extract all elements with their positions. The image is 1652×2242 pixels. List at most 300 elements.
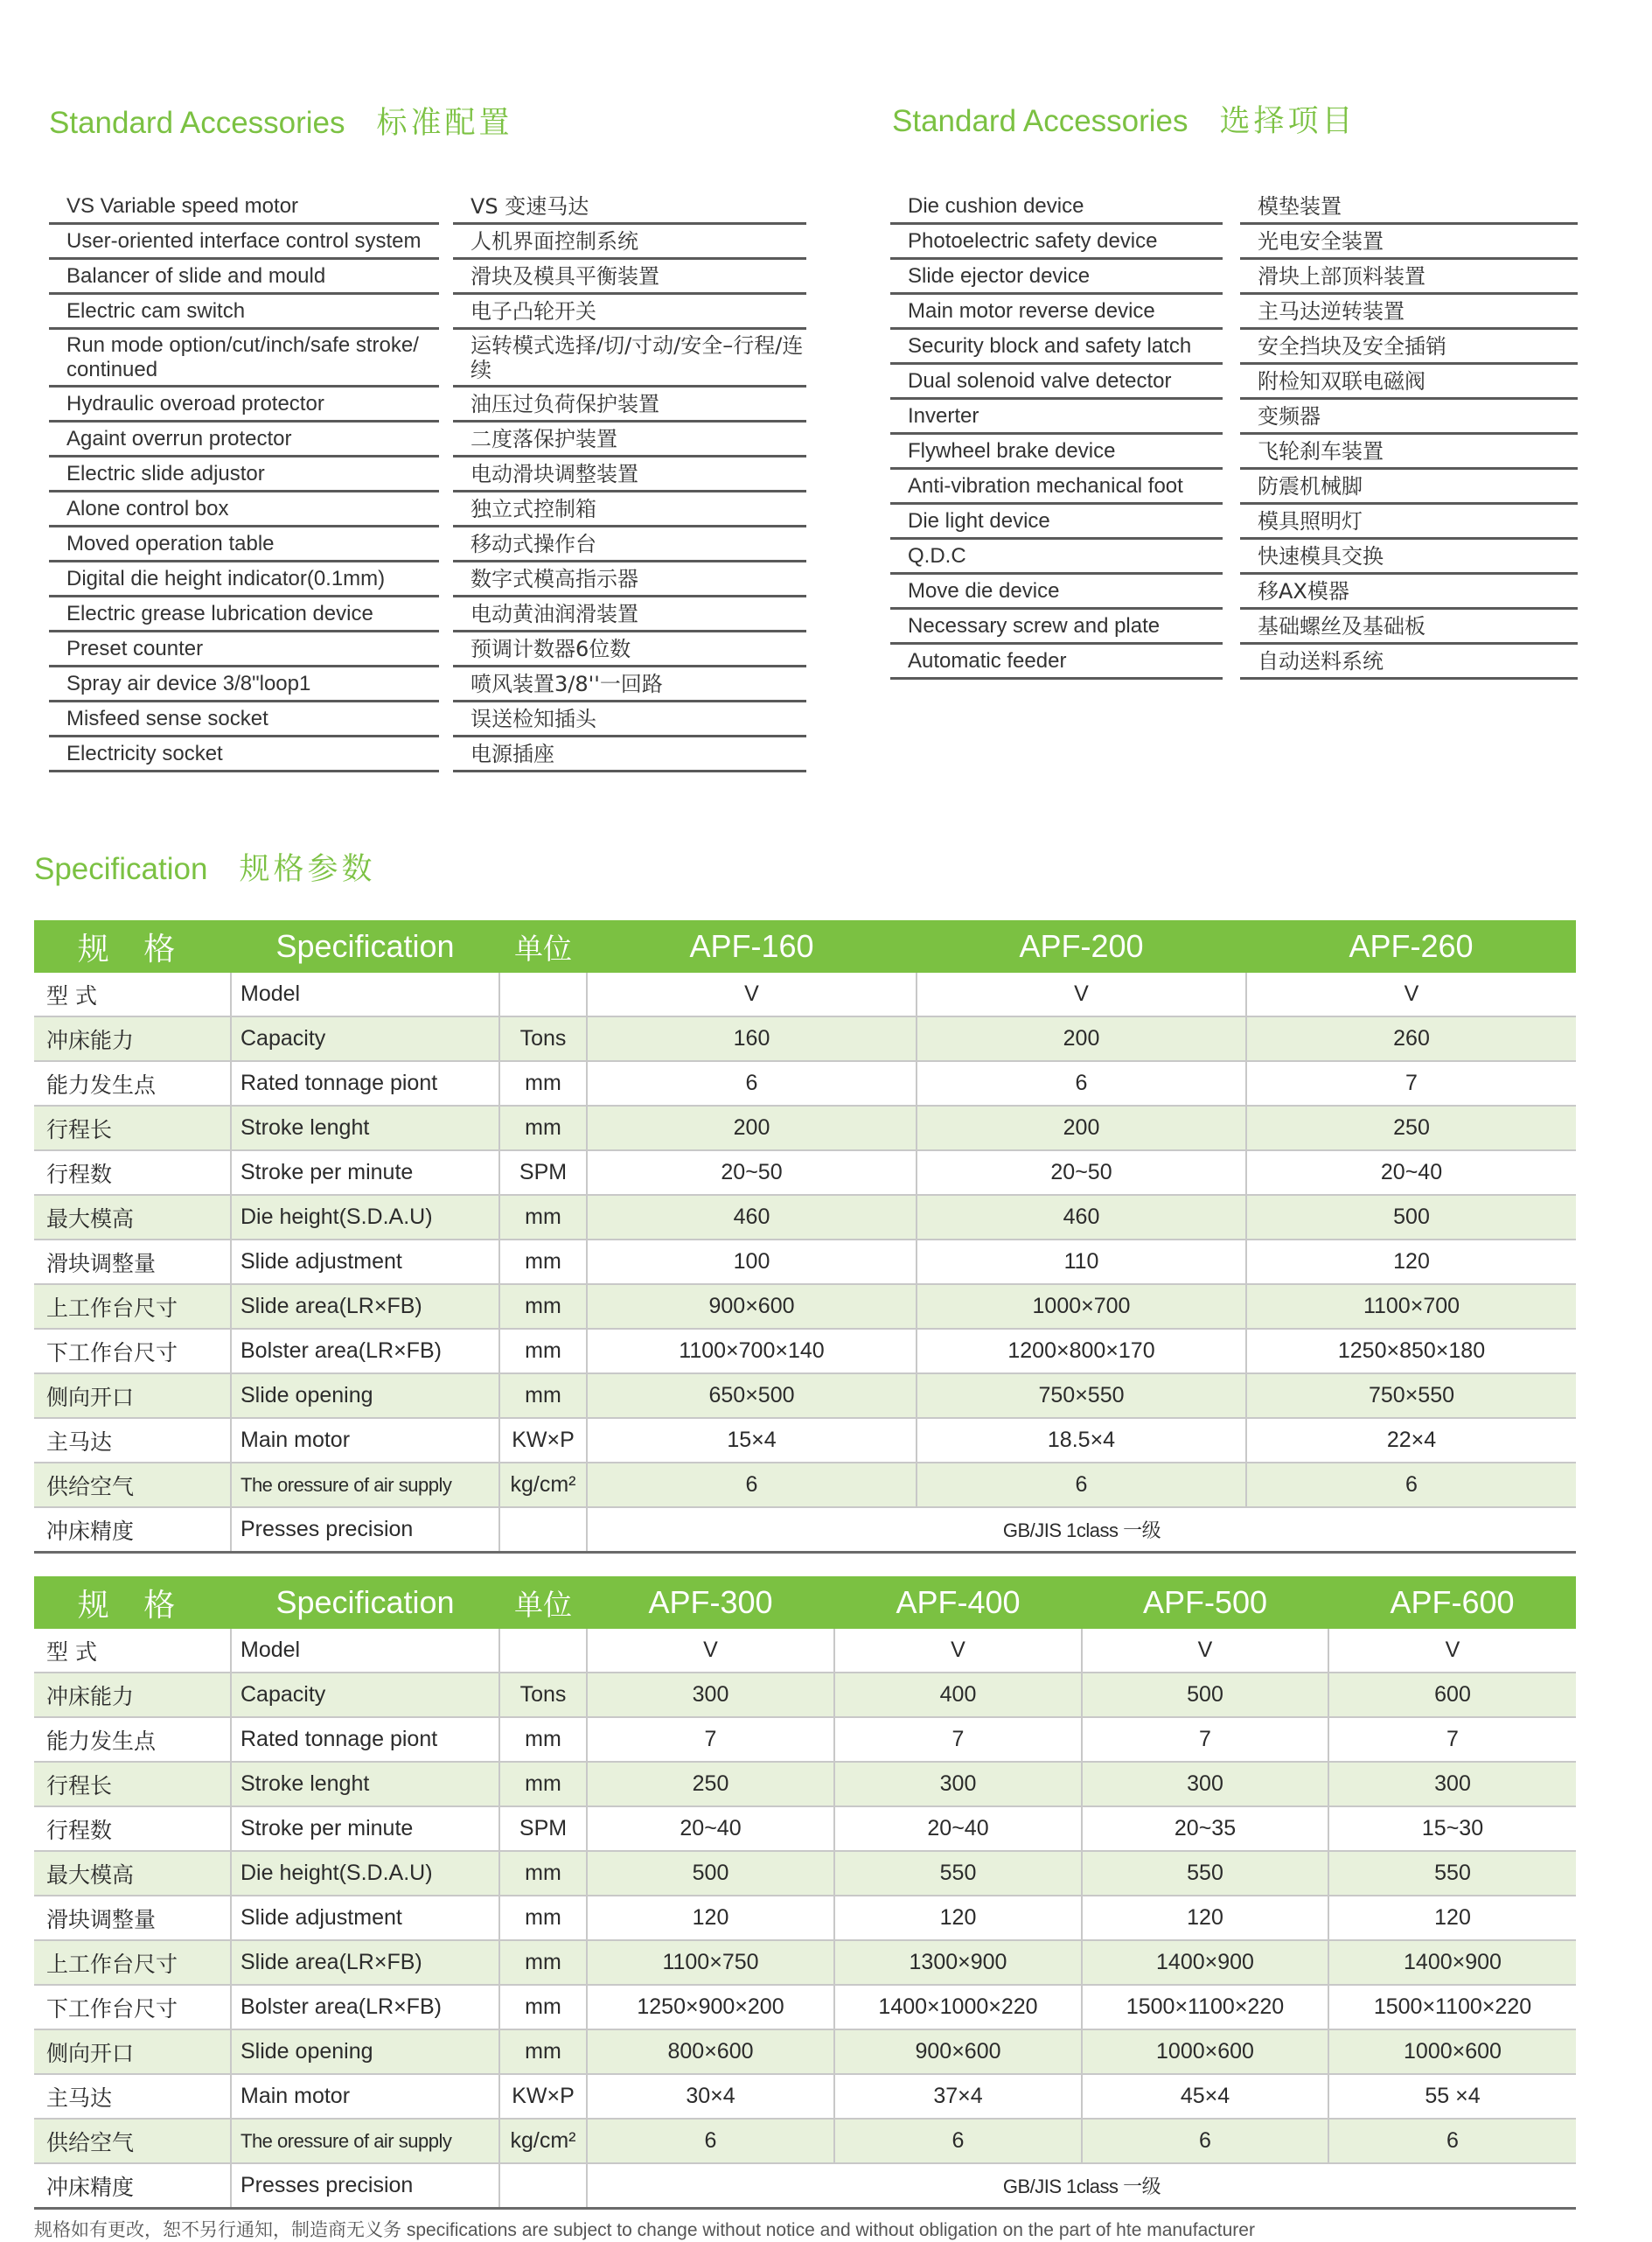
header-model: APF-400 bbox=[834, 1576, 1082, 1629]
spec-label-cn: 行程数 bbox=[34, 1150, 231, 1195]
accessory-en: Preset counter bbox=[49, 632, 439, 667]
accessory-cn: 自动送料系统 bbox=[1240, 645, 1578, 680]
spec-label-en: Bolster area(LR×FB) bbox=[231, 1329, 499, 1373]
spec-label-cn: 供给空气 bbox=[34, 1463, 231, 1507]
accessory-en: Electric grease lubrication device bbox=[49, 597, 439, 632]
spec-label-cn: 冲床能力 bbox=[34, 1016, 231, 1061]
spec-precision-value: GB/JIS 1class 一级 bbox=[587, 2163, 1576, 2209]
accessory-cn: 二度落保护装置 bbox=[453, 423, 806, 457]
spec-value: V bbox=[587, 973, 917, 1016]
accessory-cn: 模具照明灯 bbox=[1240, 505, 1578, 540]
accessory-en: Flywheel brake device bbox=[890, 435, 1223, 470]
accessory-row bbox=[49, 702, 806, 737]
spec-label-en: Model bbox=[231, 973, 499, 1016]
accessory-row bbox=[890, 540, 1578, 575]
spec-value: 500 bbox=[587, 1851, 834, 1896]
accessory-en: User-oriented interface control system bbox=[49, 225, 439, 260]
accessory-en: Main motor reverse device bbox=[890, 295, 1223, 330]
spec-label-en: Rated tonnage piont bbox=[231, 1717, 499, 1762]
spec-row bbox=[34, 1016, 1576, 1061]
accessory-row bbox=[49, 260, 806, 295]
accessory-row bbox=[49, 225, 806, 260]
spec-precision-value: GB/JIS 1class 一级 bbox=[587, 1507, 1576, 1553]
spec-table-header bbox=[34, 920, 1576, 973]
spec-row bbox=[34, 1061, 1576, 1106]
spec-row bbox=[34, 1195, 1576, 1240]
accessory-row bbox=[890, 435, 1578, 470]
spec-value: 300 bbox=[834, 1762, 1082, 1806]
accessory-row bbox=[49, 295, 806, 330]
accessory-cn: 滑块及模具平衡装置 bbox=[453, 260, 806, 295]
spec-label-en: Capacity bbox=[231, 1016, 499, 1061]
spec-value: 7 bbox=[1246, 1061, 1576, 1106]
accessory-row bbox=[49, 190, 806, 225]
header-unit: 单位 bbox=[499, 1576, 587, 1629]
spec-value: 20~40 bbox=[1246, 1150, 1576, 1195]
spec-value: 1100×700×140 bbox=[587, 1329, 917, 1373]
accessory-row bbox=[49, 330, 806, 388]
spec-label-en: Slide area(LR×FB) bbox=[231, 1284, 499, 1329]
spec-unit: mm bbox=[499, 1195, 587, 1240]
spec-value: 6 bbox=[834, 2119, 1082, 2163]
spec-value: 6 bbox=[917, 1061, 1246, 1106]
spec-value: 1500×1100×220 bbox=[1328, 1985, 1576, 2029]
accessory-row bbox=[49, 527, 806, 562]
accessory-cn: 安全挡块及安全插销 bbox=[1240, 330, 1578, 365]
accessory-row bbox=[890, 190, 1578, 225]
spec-value: 250 bbox=[1246, 1106, 1576, 1150]
optional-accessories-list bbox=[890, 190, 1578, 680]
spec-unit: mm bbox=[499, 1940, 587, 1985]
accessory-en: Electric slide adjustor bbox=[49, 457, 439, 492]
spec-label-cn: 下工作台尺寸 bbox=[34, 1985, 231, 2029]
spec-row bbox=[34, 1629, 1576, 1673]
spec-value: 1100×700 bbox=[1246, 1284, 1576, 1329]
spec-row-precision bbox=[34, 2163, 1576, 2209]
accessory-cn: 变频器 bbox=[1240, 400, 1578, 435]
spec-row bbox=[34, 1717, 1576, 1762]
header-model: APF-260 bbox=[1246, 920, 1576, 973]
accessory-en: VS Variable speed motor bbox=[49, 190, 439, 225]
spec-unit: mm bbox=[499, 1061, 587, 1106]
spec-value: 200 bbox=[917, 1106, 1246, 1150]
spec-label-cn: 行程长 bbox=[34, 1106, 231, 1150]
spec-value: V bbox=[1246, 973, 1576, 1016]
accessory-row bbox=[49, 562, 806, 597]
standard-accessories-title-en: Standard Accessories bbox=[49, 106, 345, 140]
spec-value: V bbox=[1328, 1629, 1576, 1673]
accessory-en: Q.D.C bbox=[890, 540, 1223, 575]
accessory-row bbox=[890, 295, 1578, 330]
spec-unit: SPM bbox=[499, 1150, 587, 1195]
spec-row bbox=[34, 1240, 1576, 1284]
optional-accessories-title-cn: 选择项目 bbox=[1219, 104, 1356, 139]
spec-value: 120 bbox=[587, 1896, 834, 1940]
accessory-cn: 运转模式选择/切/寸动/安全–行程/连续 bbox=[453, 330, 806, 388]
accessory-cn: 滑块上部顶料装置 bbox=[1240, 260, 1578, 295]
spec-value: 300 bbox=[587, 1673, 834, 1717]
spec-value: 6 bbox=[1246, 1463, 1576, 1507]
spec-row bbox=[34, 1284, 1576, 1329]
spec-value: 500 bbox=[1246, 1195, 1576, 1240]
accessory-cn: 光电安全装置 bbox=[1240, 225, 1578, 260]
spec-value: 750×550 bbox=[1246, 1373, 1576, 1418]
spec-label-cn: 滑块调整量 bbox=[34, 1896, 231, 1940]
spec-value: V bbox=[1082, 1629, 1328, 1673]
spec-unit: mm bbox=[499, 1985, 587, 2029]
spec-value: 20~50 bbox=[917, 1150, 1246, 1195]
spec-unit: mm bbox=[499, 1717, 587, 1762]
standard-accessories-title bbox=[49, 99, 513, 143]
spec-unit: mm bbox=[499, 1896, 587, 1940]
spec-label-cn: 上工作台尺寸 bbox=[34, 1940, 231, 1985]
spec-value: 100 bbox=[587, 1240, 917, 1284]
accessory-cn: 快速模具交换 bbox=[1240, 540, 1578, 575]
accessory-row bbox=[890, 575, 1578, 610]
standard-accessories-list bbox=[49, 190, 806, 772]
spec-value: 550 bbox=[834, 1851, 1082, 1896]
spec-row bbox=[34, 1985, 1576, 2029]
spec-value: 1400×1000×220 bbox=[834, 1985, 1082, 2029]
accessory-cn: 人机界面控制系统 bbox=[453, 225, 806, 260]
spec-unit: mm bbox=[499, 1284, 587, 1329]
spec-label-cn: 主马达 bbox=[34, 1418, 231, 1463]
accessory-en: Alone control box bbox=[49, 492, 439, 527]
header-unit: 单位 bbox=[499, 920, 587, 973]
accessory-row bbox=[890, 400, 1578, 435]
spec-row bbox=[34, 1463, 1576, 1507]
spec-value: 1000×600 bbox=[1082, 2029, 1328, 2074]
accessory-row bbox=[890, 610, 1578, 645]
spec-value: 6 bbox=[1328, 2119, 1576, 2163]
spec-value: 1400×900 bbox=[1328, 1940, 1576, 1985]
accessory-en: Inverter bbox=[890, 400, 1223, 435]
accessory-cn: 基础螺丝及基础板 bbox=[1240, 610, 1578, 645]
accessory-row bbox=[890, 470, 1578, 505]
spec-value: 6 bbox=[1082, 2119, 1328, 2163]
accessory-row bbox=[49, 457, 806, 492]
spec-unit: Tons bbox=[499, 1673, 587, 1717]
accessory-en: Misfeed sense socket bbox=[49, 702, 439, 737]
accessory-cn: 误送检知插头 bbox=[453, 702, 806, 737]
spec-label-en: Stroke lenght bbox=[231, 1106, 499, 1150]
spec-value: 6 bbox=[587, 1463, 917, 1507]
spec-label-en: The oressure of air supply bbox=[231, 2119, 499, 2163]
spec-table-apf-300-600 bbox=[34, 1576, 1576, 2210]
spec-row bbox=[34, 1329, 1576, 1373]
accessory-row bbox=[49, 388, 806, 423]
spec-row bbox=[34, 1373, 1576, 1418]
spec-label-en: Model bbox=[231, 1629, 499, 1673]
spec-value: 6 bbox=[587, 1061, 917, 1106]
accessory-cn: 电源插座 bbox=[453, 737, 806, 772]
accessory-cn: 数字式模高指示器 bbox=[453, 562, 806, 597]
spec-value: 1000×600 bbox=[1328, 2029, 1576, 2074]
spec-unit: mm bbox=[499, 1851, 587, 1896]
spec-unit bbox=[499, 1629, 587, 1673]
spec-label-cn: 侧向开口 bbox=[34, 2029, 231, 2074]
spec-value: 600 bbox=[1328, 1673, 1576, 1717]
spec-label-cn: 上工作台尺寸 bbox=[34, 1284, 231, 1329]
spec-label-cn: 最大模高 bbox=[34, 1851, 231, 1896]
accessory-en: Spray air device 3/8"loop1 bbox=[49, 667, 439, 702]
spec-value: 250 bbox=[587, 1762, 834, 1806]
spec-label-cn: 行程数 bbox=[34, 1806, 231, 1851]
spec-label-en: The oressure of air supply bbox=[231, 1463, 499, 1507]
spec-label-en: Slide adjustment bbox=[231, 1896, 499, 1940]
spec-label-en: Die height(S.D.A.U) bbox=[231, 1851, 499, 1896]
spec-value: 1500×1100×220 bbox=[1082, 1985, 1328, 2029]
optional-accessories-title bbox=[892, 97, 1356, 141]
spec-label-cn: 下工作台尺寸 bbox=[34, 1329, 231, 1373]
accessory-cn: 预调计数器6位数 bbox=[453, 632, 806, 667]
spec-value: 160 bbox=[587, 1016, 917, 1061]
accessory-en: Die cushion device bbox=[890, 190, 1223, 225]
accessory-cn: 移动式操作台 bbox=[453, 527, 806, 562]
spec-value: 7 bbox=[1082, 1717, 1328, 1762]
accessory-cn: 油压过负荷保护装置 bbox=[453, 388, 806, 423]
spec-label-en: Presses precision bbox=[231, 2163, 499, 2209]
accessory-row bbox=[890, 260, 1578, 295]
spec-value: 1000×700 bbox=[917, 1284, 1246, 1329]
spec-value: 200 bbox=[587, 1106, 917, 1150]
accessory-en: Slide ejector device bbox=[890, 260, 1223, 295]
spec-unit: kg/cm² bbox=[499, 1463, 587, 1507]
spec-label-cn: 侧向开口 bbox=[34, 1373, 231, 1418]
accessory-en: Dual solenoid valve detector bbox=[890, 365, 1223, 400]
spec-value: 460 bbox=[917, 1195, 1246, 1240]
accessory-cn: 独立式控制箱 bbox=[453, 492, 806, 527]
spec-value: 400 bbox=[834, 1673, 1082, 1717]
accessory-row bbox=[890, 645, 1578, 680]
spec-label-en: Main motor bbox=[231, 1418, 499, 1463]
accessory-row bbox=[49, 737, 806, 772]
spec-value: V bbox=[834, 1629, 1082, 1673]
header-spec-cn: 规 格 bbox=[34, 920, 231, 973]
spec-label-cn: 滑块调整量 bbox=[34, 1240, 231, 1284]
spec-value: 500 bbox=[1082, 1673, 1328, 1717]
spec-value: 20~40 bbox=[587, 1806, 834, 1851]
spec-value: 7 bbox=[834, 1717, 1082, 1762]
spec-label-en: Die height(S.D.A.U) bbox=[231, 1195, 499, 1240]
spec-row bbox=[34, 1806, 1576, 1851]
accessory-cn: 移AX模器 bbox=[1240, 575, 1578, 610]
spec-value: 1400×900 bbox=[1082, 1940, 1328, 1985]
spec-value: 650×500 bbox=[587, 1373, 917, 1418]
spec-value: 37×4 bbox=[834, 2074, 1082, 2119]
spec-value: 300 bbox=[1328, 1762, 1576, 1806]
spec-label-en: Bolster area(LR×FB) bbox=[231, 1985, 499, 2029]
spec-label-en: Presses precision bbox=[231, 1507, 499, 1553]
spec-unit: mm bbox=[499, 1762, 587, 1806]
accessory-row bbox=[49, 632, 806, 667]
spec-value: 20~35 bbox=[1082, 1806, 1328, 1851]
accessory-cn: 电动滑块调整装置 bbox=[453, 457, 806, 492]
spec-value: 6 bbox=[917, 1463, 1246, 1507]
spec-label-cn: 供给空气 bbox=[34, 2119, 231, 2163]
spec-value: V bbox=[587, 1629, 834, 1673]
accessory-en: Moved operation table bbox=[49, 527, 439, 562]
spec-unit: Tons bbox=[499, 1016, 587, 1061]
specification-title bbox=[34, 845, 375, 889]
spec-value: 1250×900×200 bbox=[587, 1985, 834, 2029]
spec-value: 1100×750 bbox=[587, 1940, 834, 1985]
spec-value: 800×600 bbox=[587, 2029, 834, 2074]
accessory-en: Photoelectric safety device bbox=[890, 225, 1223, 260]
header-model: APF-600 bbox=[1328, 1576, 1576, 1629]
spec-value: 45×4 bbox=[1082, 2074, 1328, 2119]
spec-row-precision bbox=[34, 1507, 1576, 1553]
spec-label-en: Slide opening bbox=[231, 1373, 499, 1418]
spec-row bbox=[34, 973, 1576, 1016]
spec-label-cn: 型 式 bbox=[34, 973, 231, 1016]
accessory-row bbox=[49, 492, 806, 527]
spec-value: 1300×900 bbox=[834, 1940, 1082, 1985]
spec-row bbox=[34, 1762, 1576, 1806]
accessory-cn: 喷风装置3/8''一回路 bbox=[453, 667, 806, 702]
accessory-en: Anti-vibration mechanical foot bbox=[890, 470, 1223, 505]
spec-label-en: Stroke per minute bbox=[231, 1806, 499, 1851]
accessory-en: Security block and safety latch bbox=[890, 330, 1223, 365]
spec-unit: kg/cm² bbox=[499, 2119, 587, 2163]
spec-value: 750×550 bbox=[917, 1373, 1246, 1418]
accessory-en: Hydraulic overoad protector bbox=[49, 388, 439, 423]
spec-row bbox=[34, 2029, 1576, 2074]
spec-value: 460 bbox=[587, 1195, 917, 1240]
spec-value: 15~30 bbox=[1328, 1806, 1576, 1851]
spec-value: 300 bbox=[1082, 1762, 1328, 1806]
spec-label-cn: 冲床精度 bbox=[34, 2163, 231, 2209]
header-spec-en: Specification bbox=[231, 920, 499, 973]
spec-value: V bbox=[917, 973, 1246, 1016]
spec-unit: mm bbox=[499, 2029, 587, 2074]
spec-value: 1250×850×180 bbox=[1246, 1329, 1576, 1373]
spec-label-cn: 能力发生点 bbox=[34, 1717, 231, 1762]
spec-row bbox=[34, 2074, 1576, 2119]
spec-label-en: Rated tonnage piont bbox=[231, 1061, 499, 1106]
spec-value: 550 bbox=[1328, 1851, 1576, 1896]
spec-value: 110 bbox=[917, 1240, 1246, 1284]
accessory-row bbox=[49, 667, 806, 702]
accessory-cn: VS 变速马达 bbox=[453, 190, 806, 225]
specification-title-en: Specification bbox=[34, 852, 208, 886]
accessory-en: Againt overrun protector bbox=[49, 423, 439, 457]
spec-value: 18.5×4 bbox=[917, 1418, 1246, 1463]
header-model: APF-200 bbox=[917, 920, 1246, 973]
accessory-en: Move die device bbox=[890, 575, 1223, 610]
spec-value: 15×4 bbox=[587, 1418, 917, 1463]
spec-label-en: Slide adjustment bbox=[231, 1240, 499, 1284]
header-model: APF-300 bbox=[587, 1576, 834, 1629]
spec-value: 7 bbox=[587, 1717, 834, 1762]
accessory-cn: 附检知双联电磁阀 bbox=[1240, 365, 1578, 400]
header-model: APF-160 bbox=[587, 920, 917, 973]
spec-value: 120 bbox=[834, 1896, 1082, 1940]
spec-unit: SPM bbox=[499, 1806, 587, 1851]
accessory-en: Die light device bbox=[890, 505, 1223, 540]
header-spec-cn: 规 格 bbox=[34, 1576, 231, 1629]
footer-disclaimer: 规格如有更改，恕不另行通知，制造商无义务 specifications are subject to change without notice and without obligation on the part of hte manufacturer bbox=[34, 2220, 1255, 2240]
spec-value: 30×4 bbox=[587, 2074, 834, 2119]
accessory-row bbox=[49, 597, 806, 632]
accessory-cn: 电动黄油润滑装置 bbox=[453, 597, 806, 632]
spec-label-en: Stroke per minute bbox=[231, 1150, 499, 1195]
spec-unit bbox=[499, 1507, 587, 1553]
spec-row bbox=[34, 1418, 1576, 1463]
spec-row bbox=[34, 1106, 1576, 1150]
spec-label-en: Stroke lenght bbox=[231, 1762, 499, 1806]
spec-label-en: Slide opening bbox=[231, 2029, 499, 2074]
spec-row bbox=[34, 1673, 1576, 1717]
spec-row bbox=[34, 1896, 1576, 1940]
accessory-cn: 主马达逆转装置 bbox=[1240, 295, 1578, 330]
accessory-row bbox=[49, 423, 806, 457]
accessory-row bbox=[890, 505, 1578, 540]
spec-unit: mm bbox=[499, 1240, 587, 1284]
spec-value: 20~50 bbox=[587, 1150, 917, 1195]
spec-label-cn: 最大模高 bbox=[34, 1195, 231, 1240]
spec-row bbox=[34, 2119, 1576, 2163]
spec-table-header bbox=[34, 1576, 1576, 1629]
header-spec-en: Specification bbox=[231, 1576, 499, 1629]
accessory-cn: 电子凸轮开关 bbox=[453, 295, 806, 330]
spec-unit: KW×P bbox=[499, 2074, 587, 2119]
spec-label-en: Slide area(LR×FB) bbox=[231, 1940, 499, 1985]
accessory-cn: 防震机械脚 bbox=[1240, 470, 1578, 505]
accessory-en: Balancer of slide and mould bbox=[49, 260, 439, 295]
spec-row bbox=[34, 1940, 1576, 1985]
accessory-row bbox=[890, 330, 1578, 365]
accessory-cn: 模垫装置 bbox=[1240, 190, 1578, 225]
accessory-en: Run mode option/cut/inch/safe stroke/ continued bbox=[49, 330, 439, 388]
accessory-row bbox=[890, 365, 1578, 400]
spec-value: 260 bbox=[1246, 1016, 1576, 1061]
spec-label-cn: 主马达 bbox=[34, 2074, 231, 2119]
accessory-en: Automatic feeder bbox=[890, 645, 1223, 680]
spec-value: 550 bbox=[1082, 1851, 1328, 1896]
spec-value: 6 bbox=[587, 2119, 834, 2163]
spec-unit: mm bbox=[499, 1106, 587, 1150]
spec-value: 1200×800×170 bbox=[917, 1329, 1246, 1373]
specification-title-cn: 规格参数 bbox=[239, 852, 376, 887]
standard-accessories-title-cn: 标准配置 bbox=[376, 106, 513, 141]
spec-unit bbox=[499, 973, 587, 1016]
spec-table-apf-160-260 bbox=[34, 920, 1576, 1554]
accessory-en: Necessary screw and plate bbox=[890, 610, 1223, 645]
spec-label-en: Capacity bbox=[231, 1673, 499, 1717]
spec-value: 120 bbox=[1328, 1896, 1576, 1940]
spec-unit: mm bbox=[499, 1373, 587, 1418]
accessory-en: Electric cam switch bbox=[49, 295, 439, 330]
accessory-en: Digital die height indicator(0.1mm) bbox=[49, 562, 439, 597]
spec-unit: mm bbox=[499, 1329, 587, 1373]
accessory-row bbox=[890, 225, 1578, 260]
spec-label-en: Main motor bbox=[231, 2074, 499, 2119]
spec-value: 7 bbox=[1328, 1717, 1576, 1762]
spec-label-cn: 行程长 bbox=[34, 1762, 231, 1806]
spec-value: 900×600 bbox=[587, 1284, 917, 1329]
spec-row bbox=[34, 1851, 1576, 1896]
spec-label-cn: 冲床能力 bbox=[34, 1673, 231, 1717]
header-model: APF-500 bbox=[1082, 1576, 1328, 1629]
spec-label-cn: 冲床精度 bbox=[34, 1507, 231, 1553]
spec-unit bbox=[499, 2163, 587, 2209]
spec-value: 120 bbox=[1082, 1896, 1328, 1940]
spec-row bbox=[34, 1150, 1576, 1195]
spec-value: 900×600 bbox=[834, 2029, 1082, 2074]
spec-unit: KW×P bbox=[499, 1418, 587, 1463]
spec-value: 120 bbox=[1246, 1240, 1576, 1284]
